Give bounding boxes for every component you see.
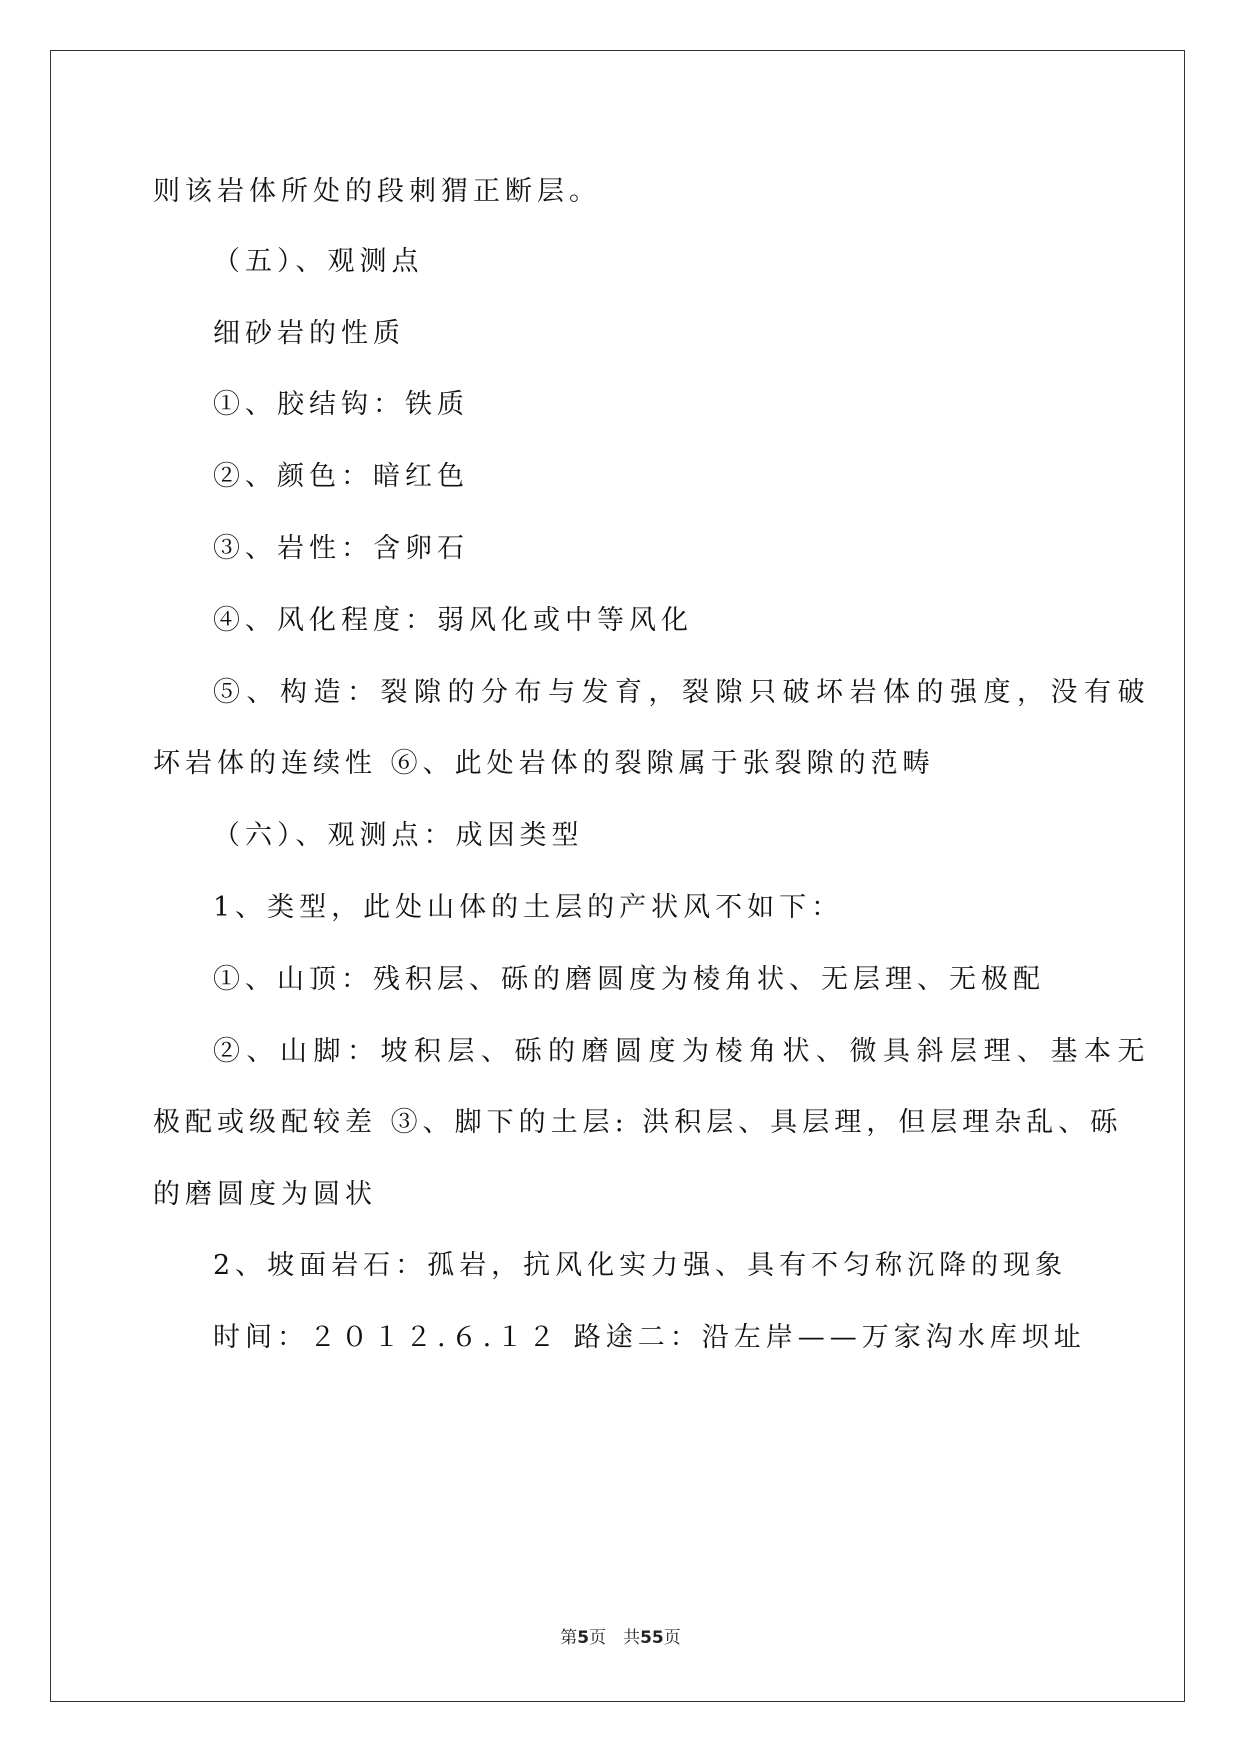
footer-middle: 页 共: [589, 1628, 641, 1648]
list-item: ①、胶结钩：铁质: [213, 389, 469, 420]
text-line-1: 则该岩体所处的段刺猬正断层。: [153, 176, 601, 207]
total-pages: 55: [640, 1628, 664, 1648]
text-line-9: 坏岩体的连续性 ⑥、此处岩体的裂隙属于张裂隙的范畴: [153, 748, 935, 779]
footer-suffix: 页: [663, 1628, 681, 1648]
page-number: 5: [577, 1628, 590, 1648]
section-heading-5: （五）、观测点: [213, 246, 424, 277]
page-border: [50, 50, 1185, 1702]
list-item: ④、风化程度：弱风化或中等风化: [213, 605, 693, 636]
list-item: ⑤、构造：裂隙的分布与发育，裂隙只破坏岩体的强度，没有破: [213, 677, 1151, 708]
page-footer: [0, 1623, 1241, 1648]
list-item: ②、颜色：暗红色: [213, 461, 469, 492]
text-line-14: 极配或级配较差 ③、脚下的土层: 洪积层、具层理，但层理杂乱、砾: [153, 1107, 1123, 1138]
text-line-17: 时间：２０１２.６.１２ 路途二：沿左岸——万家沟水库坝址: [213, 1322, 1086, 1353]
text-line-3: 细砂岩的性质: [213, 318, 405, 349]
list-item: ③、岩性：含卵石: [213, 533, 469, 564]
list-item: ①、山顶：残积层、砾的磨圆度为棱角状、无层理、无极配: [213, 964, 1045, 995]
list-item: ②、山脚：坡积层、砾的磨圆度为棱角状、微具斜层理、基本无: [213, 1036, 1151, 1067]
footer-prefix: 第: [560, 1628, 578, 1648]
text-line-15: 的磨圆度为圆状: [153, 1179, 377, 1210]
list-item: 1、类型，此处山体的土层的产状风不如下：: [213, 892, 844, 923]
section-heading-6: （六）、观测点：成因类型: [213, 820, 584, 851]
list-item: 2、坡面岩石：孤岩，抗风化实力强、具有不匀称沉降的现象: [213, 1250, 1068, 1281]
